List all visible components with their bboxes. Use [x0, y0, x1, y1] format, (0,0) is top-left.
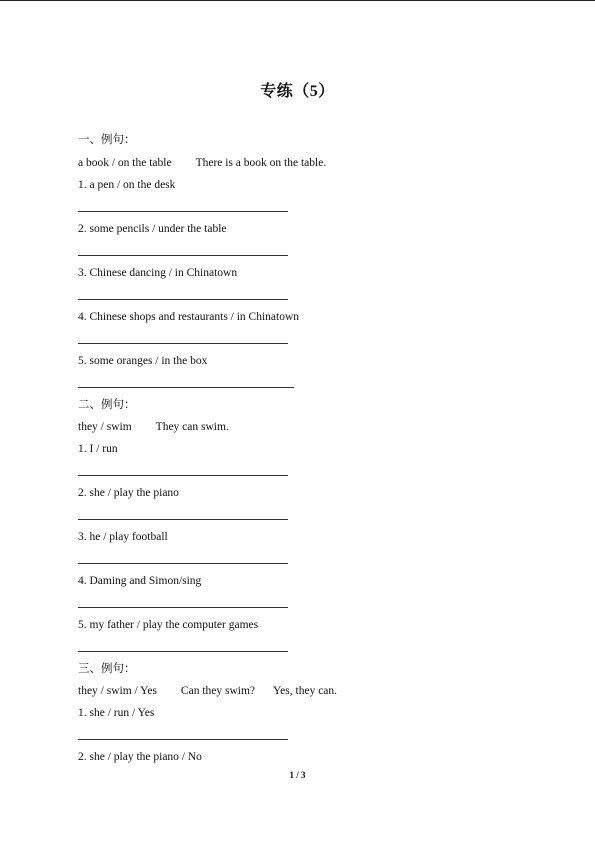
- section-3-example: [78, 684, 337, 698]
- example-answer-2: Yes, they can.: [273, 685, 338, 697]
- answer-line[interactable]: [78, 299, 288, 300]
- example-prompt: they / swim: [78, 421, 132, 433]
- answer-line[interactable]: [78, 343, 288, 344]
- page-title: 专练（5）: [260, 83, 335, 100]
- question-2-3: 3. he / play football: [78, 531, 168, 543]
- section-2-example: [78, 420, 229, 434]
- answer-line[interactable]: [78, 475, 288, 476]
- answer-line[interactable]: [78, 563, 288, 564]
- header-rule: [0, 0, 595, 1]
- question-1-3: 3. Chinese dancing / in Chinatown: [78, 267, 238, 279]
- example-answer: Can they swim?: [180, 685, 256, 697]
- answer-line[interactable]: [78, 387, 294, 388]
- answer-line[interactable]: [78, 519, 288, 520]
- question-2-2: 2. she / play the piano: [78, 487, 179, 499]
- question-2-5: 5. my father / play the computer games: [78, 619, 259, 631]
- section-1-example: [78, 156, 326, 170]
- answer-line[interactable]: [78, 255, 288, 256]
- question-1-5: 5. some oranges / in the box: [78, 355, 208, 367]
- example-answer: There is a book on the table.: [195, 157, 327, 169]
- section-1-heading: 一、例句：: [78, 134, 136, 146]
- example-answer: They can swim.: [155, 421, 229, 433]
- question-2-4: 4. Daming and Simon/sing: [78, 575, 202, 587]
- question-1-4: 4. Chinese shops and restaurants / in Chinatown: [78, 311, 300, 323]
- question-3-1: 1. she / run / Yes: [78, 707, 155, 719]
- question-1-2: 2. some pencils / under the table: [78, 223, 227, 235]
- answer-line[interactable]: [78, 651, 288, 652]
- question-2-1: 1. I / run: [78, 443, 118, 455]
- section-2-heading: 二、例句：: [78, 399, 136, 411]
- question-1-1: 1. a pen / on the desk: [78, 179, 176, 191]
- page-number: 1 / 3: [289, 770, 306, 780]
- example-prompt: they / swim / Yes: [78, 685, 157, 697]
- section-3-heading: 三、例句：: [78, 663, 136, 675]
- question-3-2: 2. she / play the piano / No: [78, 751, 202, 763]
- example-prompt: a book / on the table: [78, 157, 172, 169]
- answer-line[interactable]: [78, 211, 288, 212]
- answer-line[interactable]: [78, 607, 288, 608]
- answer-line[interactable]: [78, 739, 288, 740]
